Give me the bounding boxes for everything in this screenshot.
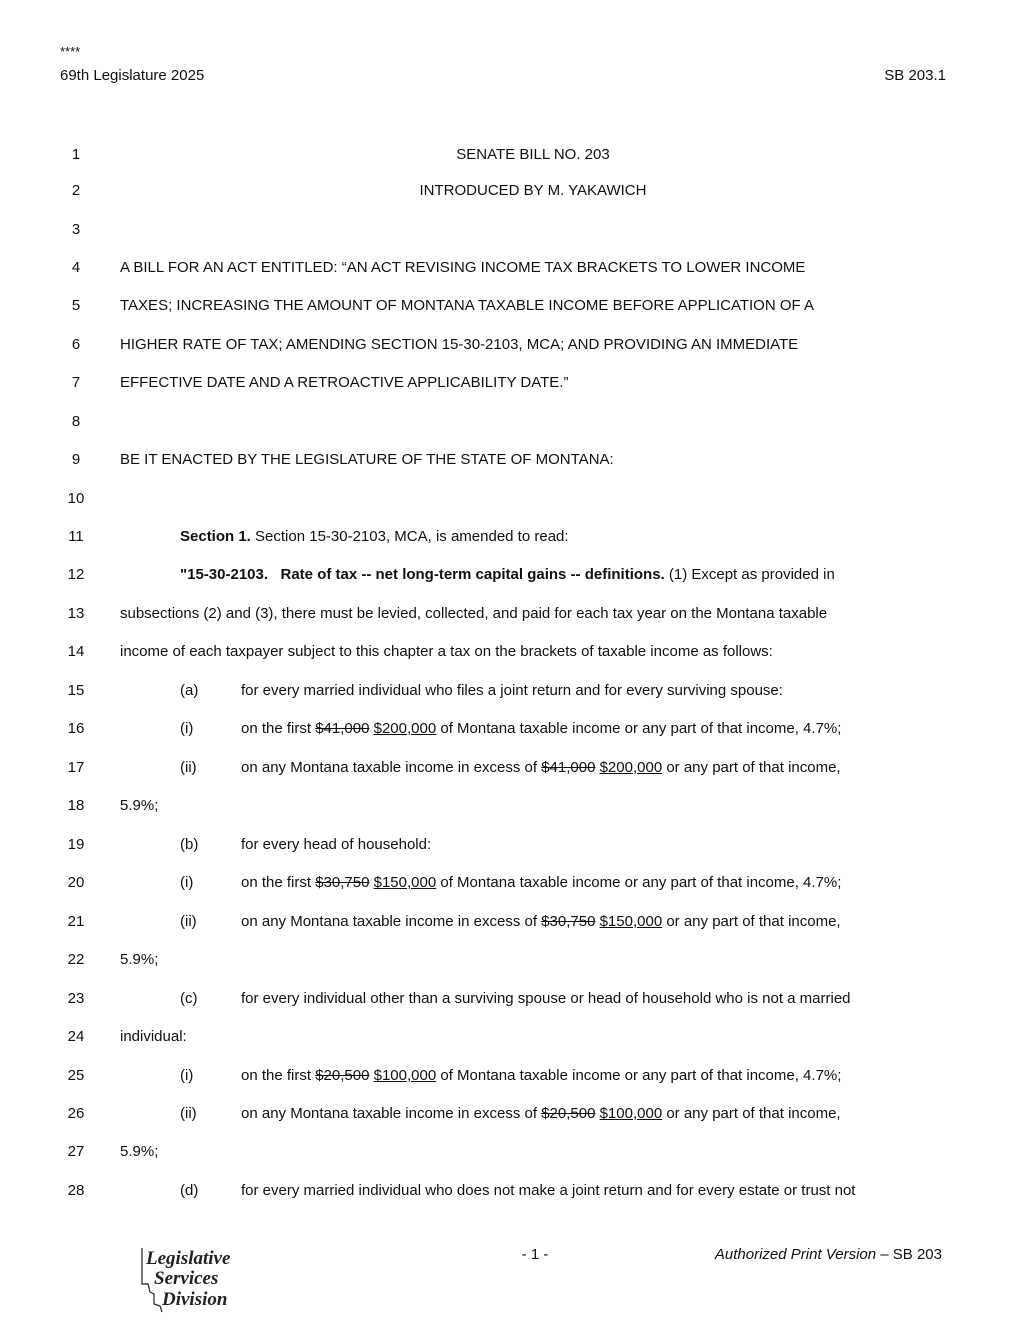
legislature-label: 69th Legislature 2025 — [60, 67, 205, 84]
line-number: 17 — [67, 759, 85, 776]
item-post: or any part of that income, — [662, 759, 841, 776]
item-text: for every head of household: — [241, 836, 432, 853]
item-text: for every married individual who files a joint return and for every surviving spouse: — [241, 682, 783, 699]
line-number: 22 — [67, 951, 85, 968]
intro-line: HIGHER RATE OF TAX; AMENDING SECTION 15-30-2103, MCA; AND PROVIDING AN IMMEDIATE — [120, 336, 799, 353]
bill-title: SENATE BILL NO. 203 — [456, 146, 610, 163]
bill-number: SB 203.1 — [884, 67, 946, 84]
intro-line: A BILL FOR AN ACT ENTITLED: “AN ACT REVISING INCOME TAX BRACKETS TO LOWER INCOME — [120, 259, 806, 276]
footer-bill: SB 203 — [892, 1246, 942, 1263]
item-label: (i) — [180, 720, 194, 737]
line-number: 23 — [67, 990, 85, 1007]
new-amount: $200,000 — [599, 759, 663, 776]
stricken-amount: $20,500 — [541, 1105, 596, 1122]
header-stars: **** — [60, 44, 81, 59]
legislative-services-logo — [134, 1244, 254, 1314]
item-label: (d) — [180, 1182, 199, 1199]
new-amount: $150,000 — [373, 874, 437, 891]
line-number: 19 — [67, 836, 85, 853]
stricken-amount: $41,000 — [315, 720, 370, 737]
line-number: 11 — [68, 528, 84, 545]
footer-dash: – — [876, 1246, 893, 1263]
line-number: 8 — [71, 413, 81, 430]
item-label: (b) — [180, 836, 199, 853]
body-line: income of each taxpayer subject to this chapter a tax on the brackets of taxable income as follows: — [120, 643, 773, 660]
line-number: 20 — [67, 874, 85, 891]
item-continuation: 5.9%; — [120, 951, 159, 968]
item-pre: on any Montana taxable income in excess of — [241, 759, 542, 776]
line-number: 14 — [67, 643, 85, 660]
item-continuation: 5.9%; — [120, 797, 159, 814]
enacting-clause: BE IT ENACTED BY THE LEGISLATURE OF THE STATE OF MONTANA: — [120, 451, 614, 468]
authorized-text: Authorized Print Version — [714, 1246, 877, 1263]
item-pre: on any Montana taxable income in excess of — [241, 913, 542, 930]
item-text — [241, 874, 841, 891]
intro-line: EFFECTIVE DATE AND A RETROACTIVE APPLICABILITY DATE.” — [120, 374, 569, 391]
line-number: 24 — [67, 1028, 85, 1045]
page-number: - 1 - — [521, 1246, 549, 1263]
new-amount: $100,000 — [599, 1105, 663, 1122]
line-number: 28 — [67, 1182, 85, 1199]
item-text: for every individual other than a surviving spouse or head of household who is not a married — [241, 990, 851, 1007]
logo-line-2: Services — [154, 1268, 219, 1289]
section-intro — [180, 528, 569, 545]
section-heading-line — [180, 566, 835, 583]
montana-outline-icon — [134, 1244, 254, 1314]
authorized-print-label — [715, 1246, 942, 1263]
section-text: Section 15-30-2103, MCA, is amended to read: — [250, 528, 569, 545]
body-line: subsections (2) and (3), there must be levied, collected, and paid for each tax year on the Montana taxable — [120, 605, 828, 622]
section-heading-rest: (1) Except as provided in — [664, 566, 835, 583]
item-post: of Montana taxable income or any part of that income, 4.7%; — [436, 720, 842, 737]
item-label: (a) — [180, 682, 199, 699]
line-number: 13 — [67, 605, 85, 622]
line-number: 18 — [67, 797, 85, 814]
logo-line-3: Division — [162, 1289, 228, 1310]
line-number: 16 — [67, 720, 85, 737]
section-heading: "15-30-2103. Rate of tax -- net long-term capital gains -- definitions. — [180, 566, 665, 583]
item-pre: on any Montana taxable income in excess of — [241, 1105, 542, 1122]
new-amount: $100,000 — [373, 1067, 437, 1084]
line-number: 7 — [71, 374, 81, 391]
item-post: or any part of that income, — [662, 1105, 841, 1122]
item-label: (i) — [180, 1067, 194, 1084]
item-label: (c) — [180, 990, 198, 1007]
section-label: Section 1. — [180, 528, 251, 545]
line-number: 21 — [67, 913, 85, 930]
introduced-by: INTRODUCED BY M. YAKAWICH — [419, 182, 647, 199]
line-number: 4 — [71, 259, 81, 276]
line-number: 15 — [67, 682, 85, 699]
item-pre: on the first — [241, 874, 316, 891]
item-text — [241, 720, 841, 737]
line-number: 9 — [71, 451, 81, 468]
item-continuation: 5.9%; — [120, 1143, 159, 1160]
item-pre: on the first — [241, 1067, 316, 1084]
line-number: 25 — [67, 1067, 85, 1084]
new-amount: $200,000 — [373, 720, 437, 737]
line-number: 6 — [71, 336, 81, 353]
item-label: (ii) — [180, 1105, 197, 1122]
item-post: or any part of that income, — [662, 913, 841, 930]
item-label: (ii) — [180, 759, 197, 776]
stricken-amount: $20,500 — [315, 1067, 370, 1084]
line-number: 5 — [71, 297, 81, 314]
stricken-amount: $41,000 — [541, 759, 596, 776]
item-text — [241, 1105, 841, 1122]
stricken-amount: $30,750 — [315, 874, 370, 891]
line-number: 10 — [67, 490, 85, 507]
line-number: 27 — [67, 1143, 85, 1160]
item-continuation: individual: — [120, 1028, 187, 1045]
new-amount: $150,000 — [599, 913, 663, 930]
item-post: of Montana taxable income or any part of that income, 4.7%; — [436, 874, 842, 891]
line-number: 26 — [67, 1105, 85, 1122]
line-number: 1 — [71, 146, 81, 163]
item-label: (i) — [180, 874, 194, 891]
item-pre: on the first — [241, 720, 316, 737]
line-number: 3 — [71, 221, 81, 238]
item-label: (ii) — [180, 913, 197, 930]
line-number: 2 — [71, 182, 81, 199]
item-text — [241, 759, 841, 776]
item-text — [241, 913, 841, 930]
logo-line-1: Legislative — [146, 1248, 231, 1269]
line-number: 12 — [67, 566, 85, 583]
item-text — [241, 1067, 841, 1084]
item-text: for every married individual who does not make a joint return and for every estate or trust not — [241, 1182, 856, 1199]
item-post: of Montana taxable income or any part of that income, 4.7%; — [436, 1067, 842, 1084]
intro-line: TAXES; INCREASING THE AMOUNT OF MONTANA TAXABLE INCOME BEFORE APPLICATION OF A — [120, 297, 815, 314]
stricken-amount: $30,750 — [541, 913, 596, 930]
